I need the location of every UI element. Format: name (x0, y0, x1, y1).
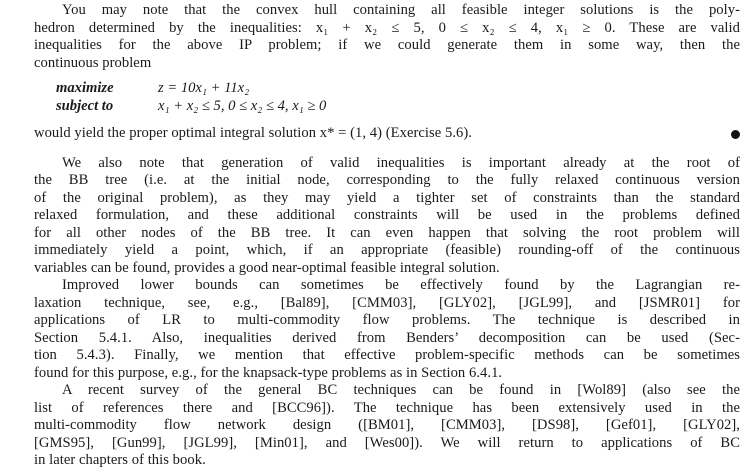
objective-row (56, 80, 740, 98)
text-line: inequalities for the above IP problem; if we could generate them in some way, then the (34, 37, 740, 53)
text-line: found for this purpose, e.g., for the knapsack-type problems as in Section 6.4.1. (34, 364, 503, 381)
text-line: would yield the proper optimal integral solution x* = (1, 4) (Exercise 5.6). (34, 125, 472, 141)
text-line: A recent survey of the general BC techniques can be found in [Wol89] (also see the (62, 382, 740, 398)
text-line: immediately yield a point, which, if an appropriate (feasible) rounding-off of the continuous (34, 242, 740, 258)
paragraph-intro (34, 2, 740, 72)
text-line: for all other nodes of the BB tree. It can even happen that solving the root problem will (34, 224, 740, 241)
text-line: You may note that the convex hull containing all feasible integer solutions is the poly- (62, 2, 740, 18)
text-line: Improved lower bounds can sometimes be effectively found by the Lagrangian re- (62, 277, 740, 293)
text-line: applications of LR to multi-commodity flow problems. The technique is described in (34, 312, 740, 328)
paragraph-survey (34, 382, 740, 470)
text-line: tion 5.4.3). Finally, we mention that effective problem-specific methods can be sometimes (34, 347, 740, 363)
page-body (34, 2, 740, 470)
text-line: relaxed formulation, and these additional constraints will be used in the problems defined (34, 207, 740, 223)
objective-expression: z = 10x₁ + 11x₂ (158, 80, 250, 96)
text-line: laxation technique, see, e.g., [Bal89], [CMM03], [GLY02], [JGL99], and [JSMR01] for (34, 294, 740, 311)
text-line: variables can be found, provides a good near-optimal feasible integral solution. (34, 259, 500, 276)
solution-statement (34, 125, 740, 143)
text-line: the BB tree (i.e. at the initial node, corresponding to the fully relaxed continuous version (34, 172, 740, 188)
constraint-expression: x₁ + x₂ ≤ 5, 0 ≤ x₂ ≤ 4, x₁ ≥ 0 (158, 97, 327, 114)
constraint-row (56, 98, 740, 116)
text-line: [GMS95], [Gun99], [JGL99], [Min01], and [Wes00]). We will return to applications of BC (34, 434, 740, 451)
optimization-problem (56, 80, 740, 115)
text-line: in later chapters of this book. (34, 452, 206, 468)
subject-to-label: subject to (56, 97, 114, 114)
text-line: Section 5.4.1. Also, inequalities derived from Benders’ decomposition can be used (Sec- (34, 329, 740, 346)
text-line: multi-commodity flow network design ([BM01], [CMM03], [DS98], [Gef01], [GLY02], (34, 417, 740, 433)
text-line: We also note that generation of valid inequalities is important already at the root of (62, 154, 740, 171)
paragraph-root-node (34, 155, 740, 278)
text-line: hedron determined by the inequalities: x₁ + x₂ ≤ 5, 0 ≤ x₂ ≤ 4, x₁ ≥ 0. These are valid (34, 19, 740, 36)
end-of-example-bullet-icon (731, 130, 740, 139)
maximize-label: maximize (56, 80, 114, 96)
text-line: of the original problem), as they may yield a tighter set of constraints than the standard (34, 189, 740, 206)
text-line: list of references there and [BCC96]). The technique has been extensively used in the (34, 399, 740, 416)
paragraph-lower-bounds (34, 277, 740, 382)
text-line: continuous problem (34, 54, 152, 71)
